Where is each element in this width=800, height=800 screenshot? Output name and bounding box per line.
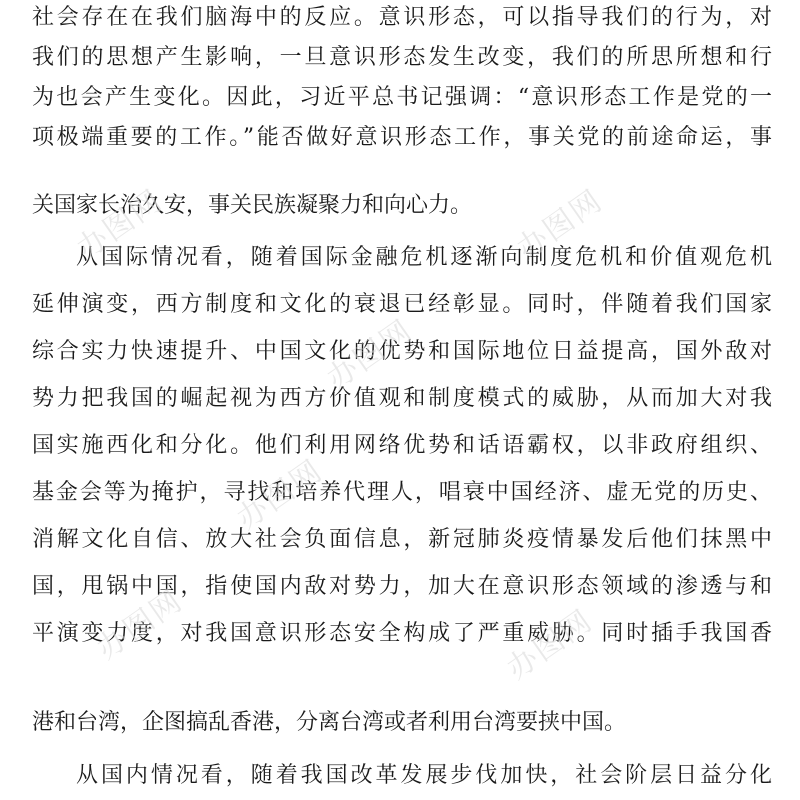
text-line: 我们的思想产生影响，一旦意识形态发生改变，我们的所思所想和行 — [32, 45, 772, 70]
text-line: 平演变力度，对我国意识形态安全构成了严重威胁。同时插手我国香 — [32, 621, 772, 646]
watermark-logo: 办图网 — [90, 583, 190, 667]
text-line: 基金会等为掩护，寻找和培养代理人，唱衰中国经济、虚无党的历史、 — [32, 480, 772, 505]
paragraph-first-line: 从国内情况看，随着我国改革发展步伐加快，社会阶层日益分化 — [76, 763, 772, 788]
paragraph-first-line: 从国际情况看，随着国际金融危机逐渐向制度危机和价值观危机 — [76, 245, 772, 270]
watermark-logo: 办图网 — [70, 183, 170, 267]
watermark-logo: 办图网 — [500, 603, 600, 687]
text-line: 项极端重要的工作。”能否做好意识形态工作，事关党的前途命运，事 — [32, 125, 772, 150]
text-line: 国，甩锅中国，指使国内敌对势力，加大在意识形态领域的渗透与和 — [32, 574, 772, 599]
text-line: 社会存在在我们脑海中的反应。意识形态，可以指导我们的行为，对 — [32, 5, 772, 30]
text-line: 势力把我国的崛起视为西方价值观和制度模式的威胁，从而加大对我 — [32, 386, 772, 411]
watermark-logo: 办图网 — [320, 313, 420, 397]
text-line: 港和台湾，企图搞乱香港，分离台湾或者利用台湾要挟中国。 — [32, 710, 627, 735]
text-line: 国实施西化和分化。他们利用网络优势和话语霸权，以非政府组织、 — [32, 433, 772, 458]
text-line: 延伸演变，西方制度和文化的衰退已经彰显。同时，伴随着我们国家 — [32, 292, 772, 317]
text-line: 关国家长治久安，事关民族凝聚力和向心力。 — [32, 193, 473, 218]
text-line: 为也会产生变化。因此，习近平总书记强调：“意识形态工作是党的一 — [32, 85, 772, 110]
text-line: 消解文化自信、放大社会负面信息，新冠肺炎疫情暴发后他们抹黑中 — [32, 527, 772, 552]
watermark-logo: 办图网 — [510, 183, 610, 267]
watermark-logo: 办图网 — [230, 453, 330, 537]
text-line: 综合实力快速提升、中国文化的优势和国际地位日益提高，国外敌对 — [32, 339, 772, 364]
